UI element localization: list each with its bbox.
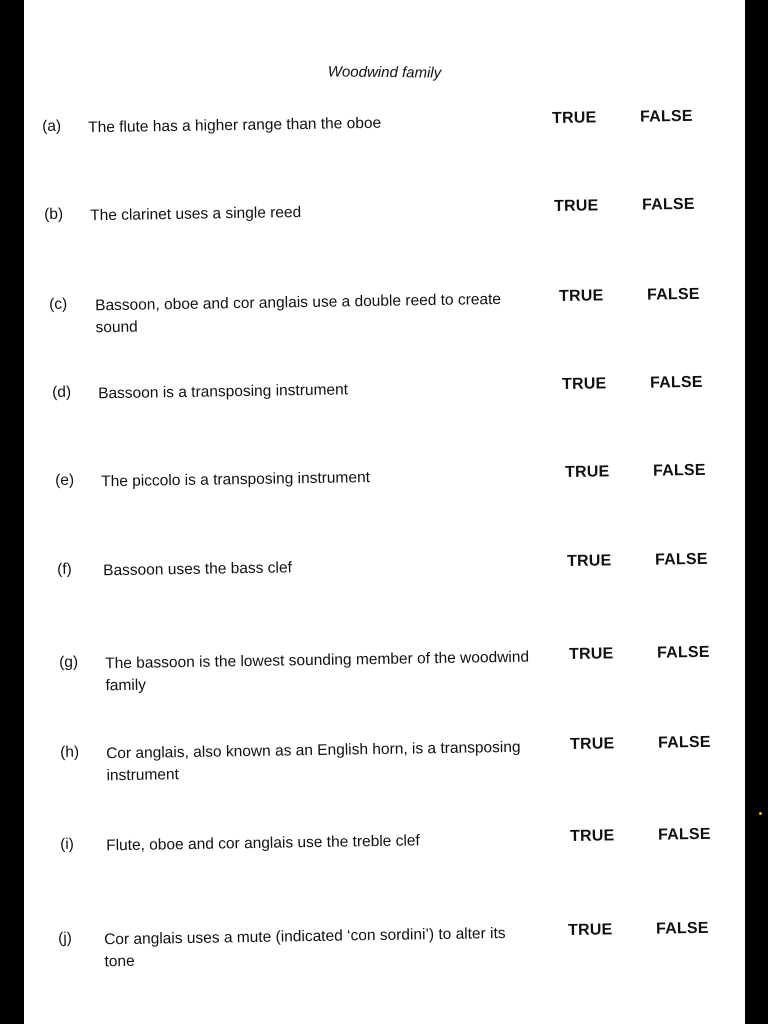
question-letter: (h) xyxy=(60,743,80,761)
true-option[interactable]: TRUE xyxy=(568,645,614,663)
false-option[interactable]: FALSE xyxy=(646,285,700,304)
true-option[interactable]: TRUE xyxy=(566,552,612,570)
false-option[interactable]: FALSE xyxy=(656,643,710,662)
question-text: The piccolo is a transposing instrument xyxy=(101,469,371,491)
true-option[interactable]: TRUE xyxy=(561,375,607,393)
false-option[interactable]: FALSE xyxy=(639,107,693,126)
false-option[interactable]: FALSE xyxy=(652,461,706,480)
true-option[interactable]: TRUE xyxy=(551,109,597,127)
question-e xyxy=(55,461,745,532)
true-option[interactable]: TRUE xyxy=(569,735,615,753)
question-text: Bassoon, oboe and cor anglais use a double reed to create sound xyxy=(95,290,502,337)
question-i xyxy=(60,825,745,896)
dust-speck xyxy=(759,812,762,815)
question-text: The clarinet uses a single reed xyxy=(90,203,302,225)
false-option[interactable]: FALSE xyxy=(655,919,709,938)
question-text: Bassoon is a transposing instrument xyxy=(98,381,349,403)
question-c xyxy=(49,285,745,356)
question-j xyxy=(58,919,745,990)
page-title: Woodwind family xyxy=(327,63,442,82)
false-option[interactable]: FALSE xyxy=(657,825,711,844)
worksheet-page xyxy=(24,0,745,1024)
true-option[interactable]: TRUE xyxy=(553,197,599,215)
question-letter: (d) xyxy=(52,383,72,401)
question-text: The flute has a higher range than the oboe xyxy=(88,114,382,137)
question-letter: (i) xyxy=(60,835,75,853)
true-option[interactable]: TRUE xyxy=(558,287,604,305)
question-g xyxy=(59,643,745,714)
question-f xyxy=(57,550,745,621)
false-option[interactable]: FALSE xyxy=(657,733,711,752)
question-b xyxy=(44,195,745,266)
question-text: The bassoon is the lowest sounding member of the woodwind family xyxy=(105,648,530,695)
question-text: Flute, oboe and cor anglais use the treble clef xyxy=(106,832,420,855)
question-letter: (g) xyxy=(59,653,79,671)
question-text: Cor anglais uses a mute (indicated ‘con sordini’) to alter its tone xyxy=(104,924,506,971)
false-option[interactable]: FALSE xyxy=(641,195,695,214)
question-letter: (j) xyxy=(58,929,73,947)
question-letter: (a) xyxy=(42,117,62,135)
question-letter: (f) xyxy=(57,560,72,578)
question-letter: (e) xyxy=(55,471,75,489)
question-letter: (c) xyxy=(49,295,68,313)
question-a xyxy=(42,107,743,178)
true-option[interactable]: TRUE xyxy=(567,921,613,939)
question-h xyxy=(60,733,745,804)
true-option[interactable]: TRUE xyxy=(564,463,610,481)
question-text: Cor anglais, also known as an English horn, is a transposing instrument xyxy=(106,738,521,785)
question-d xyxy=(52,373,745,444)
false-option[interactable]: FALSE xyxy=(654,550,708,569)
question-letter: (b) xyxy=(44,205,64,223)
false-option[interactable]: FALSE xyxy=(649,373,703,392)
true-option[interactable]: TRUE xyxy=(569,827,615,845)
question-text: Bassoon uses the bass clef xyxy=(103,559,292,580)
